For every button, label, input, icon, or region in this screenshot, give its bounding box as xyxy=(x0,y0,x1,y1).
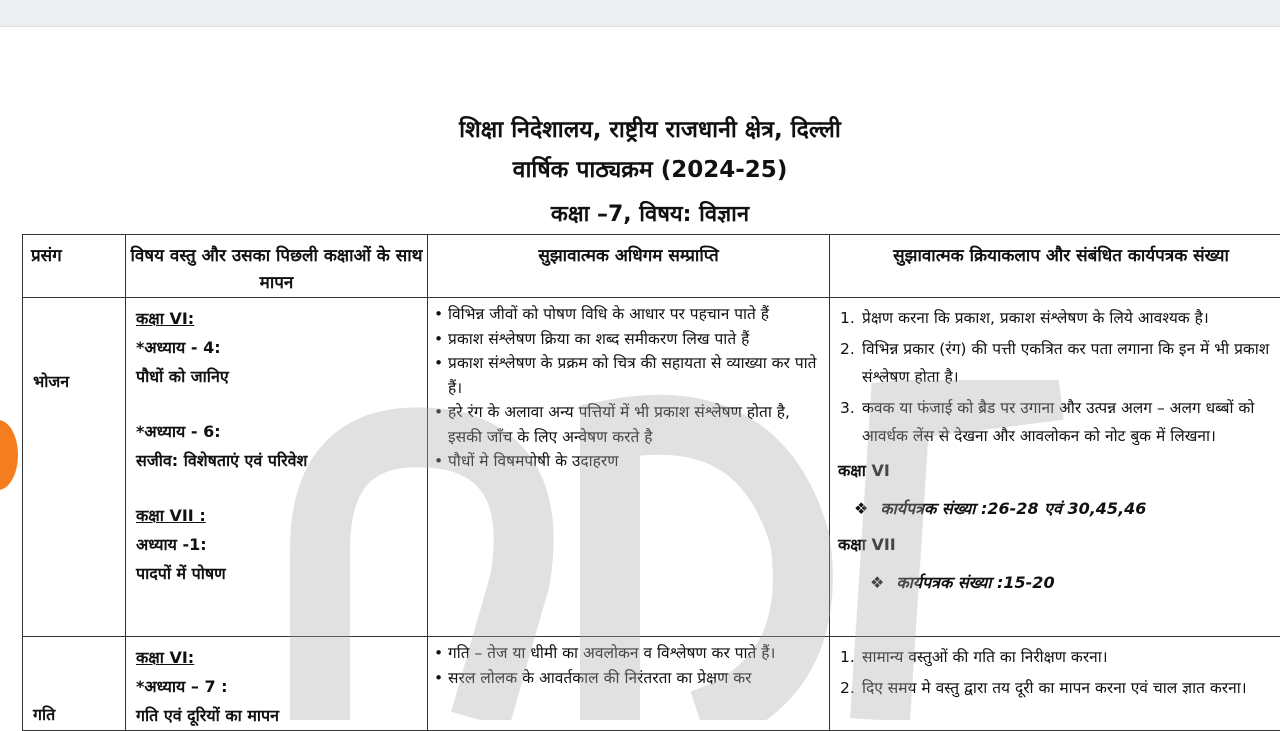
topic-label: भोजन xyxy=(23,298,125,392)
worksheet-class-label: कक्षा VII xyxy=(830,530,1280,560)
topic-cell xyxy=(23,637,126,731)
chapter-name: गति एवं दूरियों का मापन xyxy=(136,701,427,730)
header-syllabus-year: वार्षिक पाठ्यक्रम (2024-25) xyxy=(0,152,1280,184)
class-label: कक्षा VI: xyxy=(136,643,427,672)
chapter-number: *अध्याय - 6: xyxy=(136,417,427,446)
table-row xyxy=(23,298,1280,637)
list-item: • प्रकाश संश्लेषण के प्रक्रम को चित्र की सहायता से व्याख्या कर पाते हैं। xyxy=(434,351,823,400)
list-item: • पौधों मे विषमपोषी के उदाहरण xyxy=(434,449,823,474)
activities-list xyxy=(830,643,1280,702)
list-item: 1. सामान्य वस्तुओं की गति का निरीक्षण करना। xyxy=(840,643,1280,671)
header-class-subject: कक्षा –7, विषय: विज्ञान xyxy=(0,198,1280,228)
header-content: विषय वस्तु और उसका पिछली कक्षाओं के साथ मापन xyxy=(126,235,428,298)
content-block xyxy=(126,298,427,588)
class-label: कक्षा VI: xyxy=(136,304,427,333)
activities-cell xyxy=(830,637,1280,731)
list-item: • प्रकाश संश्लेषण क्रिया का शब्द समीकरण लिख पाते हैं xyxy=(434,327,823,352)
content-cell xyxy=(126,298,428,637)
list-item: 1. प्रेक्षण करना कि प्रकाश, प्रकाश संश्लेषण के लिये आवश्यक है। xyxy=(840,304,1280,332)
header-directorate: शिक्षा निदेशालय, राष्ट्रीय राजधानी क्षेत्र, दिल्ली xyxy=(0,112,1280,144)
list-item: 3. कवक या फंजाई को ब्रैड पर उगाना और उत्पन्न अलग – अलग धब्बों को आवर्धक लेंस से देखना और आवलोकन को नोट बुक में लिखना। xyxy=(840,394,1280,450)
content-block xyxy=(126,637,427,730)
activities-list xyxy=(830,304,1280,450)
chapter-number: *अध्याय - 4: xyxy=(136,333,427,362)
outcomes-cell xyxy=(428,298,830,637)
table-row xyxy=(23,637,1280,731)
topic-cell xyxy=(23,298,126,637)
browser-top-bar xyxy=(0,0,1280,27)
header-topic: प्रसंग xyxy=(23,235,126,298)
content-cell xyxy=(126,637,428,731)
list-item: 2. विभिन्न प्रकार (रंग) की पत्ती एकत्रित कर पता लगाना कि इन में भी प्रकाश संश्लेषण होता है। xyxy=(840,335,1280,391)
orange-side-handle[interactable] xyxy=(0,420,18,490)
activities-cell xyxy=(830,298,1280,637)
worksheet-numbers: ❖ कार्यपत्रक संख्या :26-28 एवं 30,45,46 xyxy=(854,494,1280,524)
list-item: • विभिन्न जीवों को पोषण विधि के आधार पर पहचान पाते हैं xyxy=(434,302,823,327)
chapter-number: *अध्याय – 7 : xyxy=(136,672,427,701)
chapter-name: सजीव: विशेषताएं एवं परिवेश xyxy=(136,446,427,475)
list-item: 2. दिए समय मे वस्तु द्वारा तय दूरी का मापन करना एवं चाल ज्ञात करना। xyxy=(840,674,1280,702)
outcomes-cell xyxy=(428,637,830,731)
diamond-bullet-icon: ❖ xyxy=(870,573,884,592)
class-label: कक्षा VII : xyxy=(136,501,427,530)
worksheet-numbers: ❖ कार्यपत्रक संख्या :15-20 xyxy=(870,568,1280,598)
chapter-number: अध्याय -1: xyxy=(136,530,427,559)
outcomes-list xyxy=(428,302,829,474)
chapter-name: पौधों को जानिए xyxy=(136,362,427,391)
table-header-row xyxy=(23,235,1280,298)
diamond-bullet-icon: ❖ xyxy=(854,499,868,518)
outcomes-list xyxy=(428,641,829,690)
list-item: • सरल लोलक के आवर्तकाल की निरंतरता का प्रेक्षण कर xyxy=(434,666,823,691)
chapter-name: पादपों में पोषण xyxy=(136,559,427,588)
list-item: • गति – तेज या धीमी का अवलोकन व विश्लेषण कर पाते हैं। xyxy=(434,641,823,666)
syllabus-table xyxy=(22,234,1280,731)
header-outcomes: सुझावात्मक अधिगम सम्प्राप्ति xyxy=(428,235,830,298)
topic-label: गति xyxy=(23,637,125,725)
worksheet-class-label: कक्षा VI xyxy=(830,456,1280,486)
header-activities: सुझावात्मक क्रियाकलाप और संबंधित कार्यपत्रक संख्या xyxy=(830,235,1280,298)
list-item: • हरे रंग के अलावा अन्य पत्तियों में भी प्रकाश संश्लेषण होता है, इसकी जाँच के लिए अन्वेषण करते है xyxy=(434,400,823,449)
